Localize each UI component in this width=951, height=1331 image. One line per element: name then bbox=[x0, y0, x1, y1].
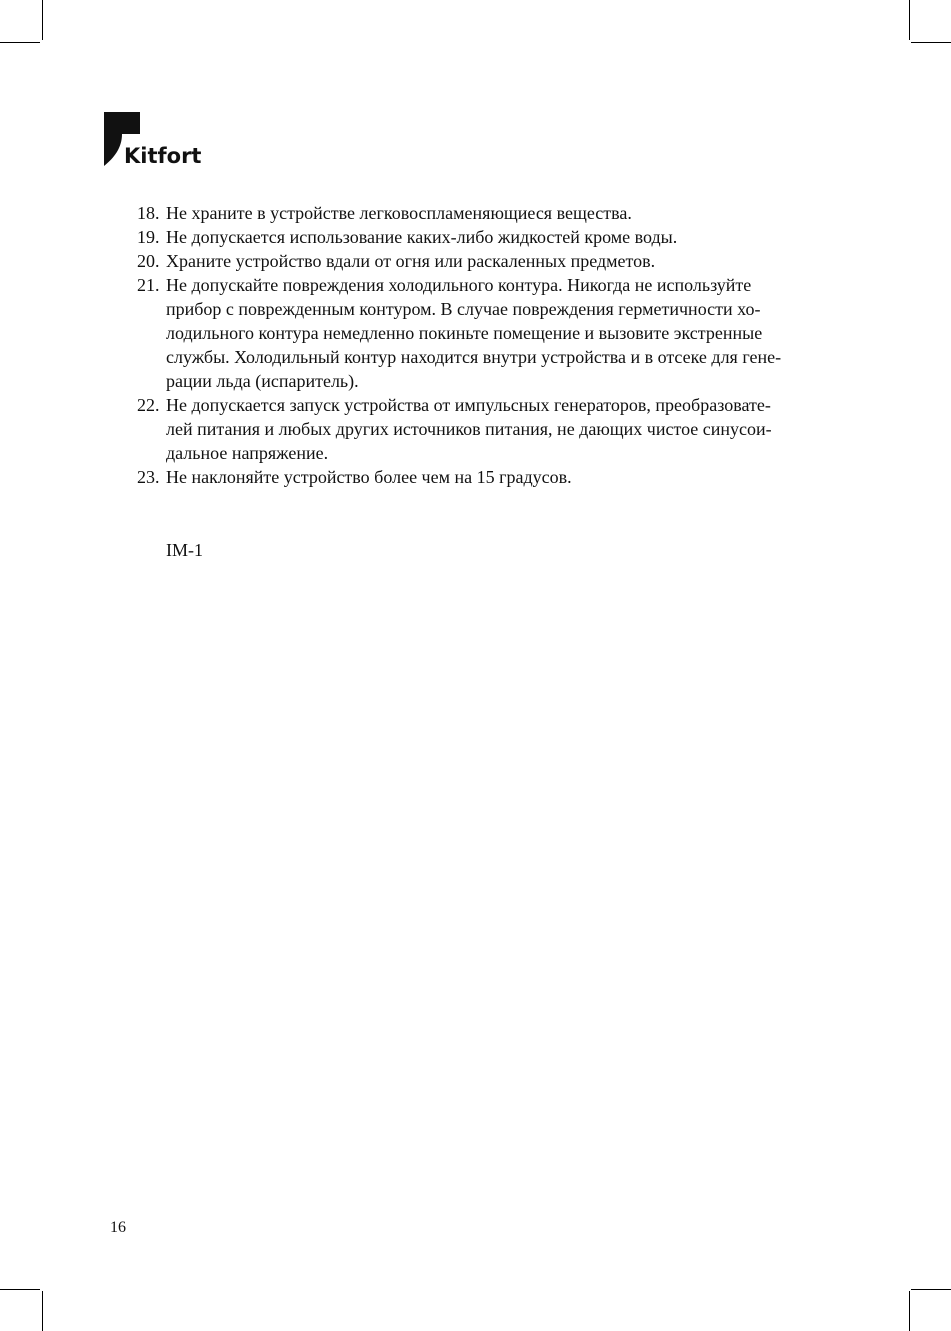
crop-mark-top-right-horizontal bbox=[911, 42, 951, 43]
list-item-text-line: Не допускайте повреждения холодильного контура. Никогда не используйте bbox=[166, 275, 752, 295]
crop-mark-bottom-right-horizontal bbox=[911, 1289, 951, 1290]
list-item-number: 19. bbox=[137, 227, 160, 247]
crop-mark-top-left-vertical bbox=[42, 0, 43, 40]
list-item-number: 18. bbox=[137, 203, 160, 223]
list-item-number: 22. bbox=[137, 395, 160, 415]
crop-mark-top-left-horizontal bbox=[0, 42, 40, 43]
brand-logo-text: Kitfort bbox=[124, 144, 202, 168]
list-item-number: 20. bbox=[137, 251, 160, 271]
list-item-text-line: рации льда (испаритель). bbox=[166, 371, 359, 391]
crop-mark-bottom-left-horizontal bbox=[0, 1289, 40, 1290]
crop-mark-bottom-right-vertical bbox=[909, 1291, 910, 1331]
list-item-number: 23. bbox=[137, 467, 160, 487]
list-item-text-line: лодильного контура немедленно покиньте помещение и вызовите экстренные bbox=[166, 323, 763, 343]
list-item-text-line: Храните устройство вдали от огня или раскаленных предметов. bbox=[166, 251, 656, 271]
list-item-text-line: прибор с поврежденным контуром. В случае повреждения герметичности хо- bbox=[166, 299, 761, 319]
list-item-text-line: лей питания и любых других источников питания, не дающих чистое синусои- bbox=[166, 419, 772, 439]
crop-mark-top-right-vertical bbox=[909, 0, 910, 40]
brand-logo bbox=[104, 112, 224, 168]
list-item-text-line: Не наклоняйте устройство более чем на 15 градусов. bbox=[166, 467, 572, 487]
list-item-text-line: дальное напряжение. bbox=[166, 443, 329, 463]
list-item-text-line: Не допускается использование каких-либо жидкостей кроме воды. bbox=[166, 227, 678, 247]
model-code: IM-1 bbox=[166, 540, 203, 560]
list-item-text-line: службы. Холодильный контур находится внутри устройства и в отсеке для гене- bbox=[166, 347, 782, 367]
list-item-text-line: Не допускается запуск устройства от импульсных генераторов, преобразовате- bbox=[166, 395, 771, 415]
list-item-number: 21. bbox=[137, 275, 160, 295]
crop-mark-bottom-left-vertical bbox=[42, 1291, 43, 1331]
list-item-text-line: Не храните в устройстве легковоспламеняющиеся вещества. bbox=[166, 203, 632, 223]
page-number: 16 bbox=[110, 1219, 126, 1236]
